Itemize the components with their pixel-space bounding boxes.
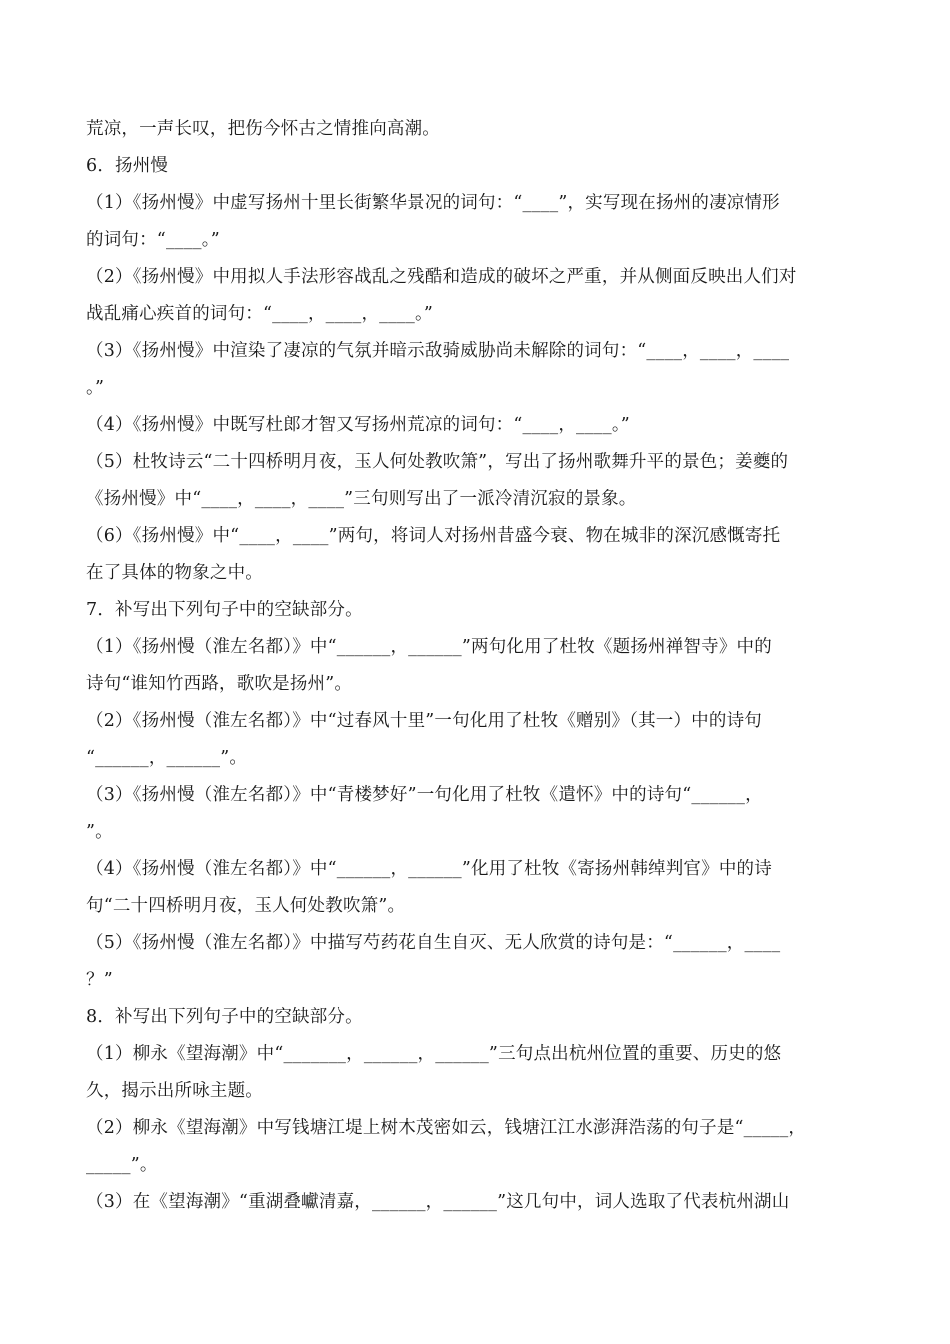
text-line: 。”	[86, 378, 105, 398]
question-text: （1）《扬州慢》中虚写扬州十里长街繁华景况的词句：“____”，实写现在扬州的凄凉情形	[86, 193, 780, 213]
question-text: （4）《扬州慢（淮左名都）》中“______，______”化用了杜牧《寄扬州韩绰判官》中的诗	[86, 859, 772, 879]
section-heading: 8．补写出下列句子中的空缺部分。	[86, 1007, 363, 1027]
text-line: 诗句“谁知竹西路，歌吹是扬州”。	[86, 674, 353, 694]
question-text: （1）柳永《望海潮》中“_______，______，______”三句点出杭州位置的重要、历史的悠	[86, 1044, 782, 1064]
text-line: “______，______”。	[86, 748, 248, 768]
text-line: _____”。	[86, 1155, 158, 1175]
question-text: （3）《扬州慢》中渲染了凄凉的气氛并暗示敌骑威胁尚未解除的词句：“____，____，____	[86, 341, 790, 361]
question-text: （5）《扬州慢（淮左名都）》中描写芍药花自生自灭、无人欣赏的诗句是：“______，____	[86, 933, 781, 953]
question-text: （2）《扬州慢》中用拟人手法形容战乱之残酷和造成的破坏之严重，并从侧面反映出人们对	[86, 267, 797, 287]
question-text: （5）杜牧诗云“二十四桥明月夜，玉人何处教吹箫”，写出了扬州歌舞升平的景色；姜夔的	[86, 452, 789, 472]
section-heading: 7．补写出下列句子中的空缺部分。	[86, 600, 363, 620]
question-text: （4）《扬州慢》中既写杜郎才智又写扬州荒凉的词句：“____，____。”	[86, 415, 630, 435]
question-text: （6）《扬州慢》中“____，____”两句，将词人对扬州昔盛今衰、物在城非的深沉感慨寄托	[86, 526, 781, 546]
text-line: ”。	[86, 822, 113, 842]
question-text: （1）《扬州慢（淮左名都）》中“______，______”两句化用了杜牧《题扬州禅智寺》中的	[86, 637, 772, 657]
section-heading: 6．扬州慢	[86, 156, 169, 176]
text-line: 久，揭示出所咏主题。	[86, 1081, 263, 1101]
text-line: 的词句：“____。”	[86, 230, 220, 250]
text-line: 在了具体的物象之中。	[86, 563, 263, 583]
text-line: 《扬州慢》中“____，____，____”三句则写出了一派冷清沉寂的景象。	[86, 489, 637, 509]
text-line: 荒凉，一声长叹，把伤今怀古之情推向高潮。	[86, 119, 440, 139]
question-text: （2）柳永《望海潮》中写钱塘江堤上树木茂密如云，钱塘江江水澎湃浩荡的句子是“_____，	[86, 1118, 807, 1138]
text-line: 句“二十四桥明月夜，玉人何处教吹箫”。	[86, 896, 406, 916]
text-line: 战乱痛心疾首的词句：“____，____，____。”	[86, 304, 434, 324]
question-text: （3）《扬州慢（淮左名都）》中“青楼梦好”一句化用了杜牧《遣怀》中的诗句“______，	[86, 785, 763, 805]
question-text: （3）在《望海潮》“重湖叠巘清嘉，______，______”这几句中，词人选取了代表杭州湖山	[86, 1192, 790, 1212]
text-line: ？”	[86, 970, 113, 990]
question-text: （2）《扬州慢（淮左名都）》中“过春风十里”一句化用了杜牧《赠别》（其一）中的诗句	[86, 711, 762, 731]
